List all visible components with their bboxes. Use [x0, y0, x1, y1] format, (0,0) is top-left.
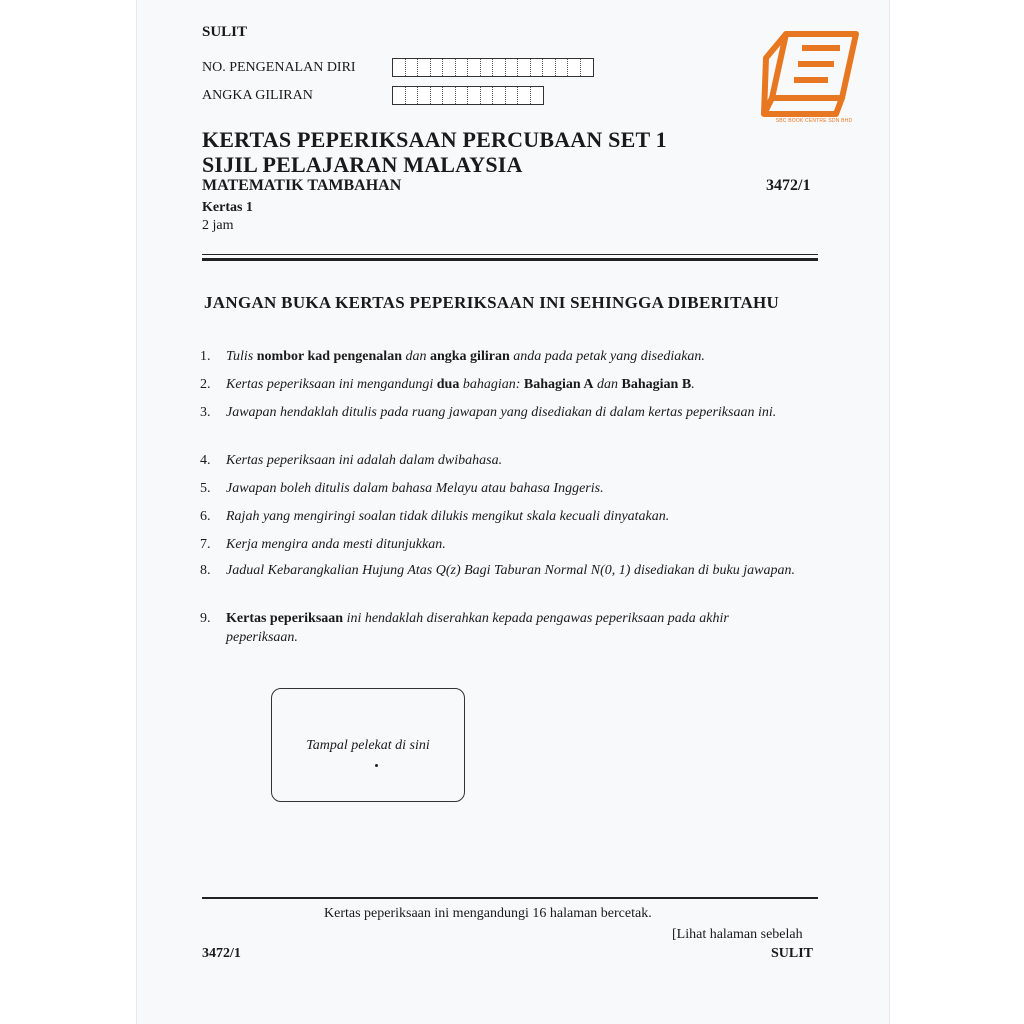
- ic-number-boxes[interactable]: [392, 58, 594, 77]
- instruction-number: 4.: [200, 453, 211, 468]
- header-rule-thick: [202, 258, 818, 261]
- entry-box[interactable]: [493, 59, 506, 76]
- entry-box[interactable]: [393, 87, 406, 104]
- instruction-item: [200, 451, 800, 470]
- instruction-number: 3.: [200, 405, 211, 420]
- entry-box[interactable]: [431, 59, 444, 76]
- entry-box[interactable]: [518, 87, 531, 104]
- instruction-item: [200, 561, 800, 580]
- sticker-text: Tampal pelekat di sini: [306, 738, 430, 753]
- entry-box[interactable]: [418, 59, 431, 76]
- exam-duration: 2 jam: [202, 218, 234, 233]
- sticker-dot: [375, 764, 378, 767]
- book-logo-icon: [756, 28, 866, 122]
- instruction-text: Kertas peperiksaan ini adalah dalam dwibahasa.: [226, 453, 503, 468]
- instruction-text: Jawapan hendaklah ditulis pada ruang jawapan yang disediakan di dalam kertas peperiksaan ini.: [226, 405, 777, 420]
- footer-classification: SULIT: [771, 946, 814, 961]
- instruction-text: Tulis nombor kad pengenalan dan angka giliran anda pada petak yang disediakan.: [226, 349, 705, 364]
- page-count-note: Kertas peperiksaan ini mengandungi 16 halaman bercetak.: [324, 906, 652, 921]
- instruction-number: 7.: [200, 537, 211, 552]
- warning-heading: JANGAN BUKA KERTAS PEPERIKSAAN INI SEHINGGA DIBERITAHU: [204, 293, 780, 312]
- instruction-item: [200, 375, 800, 394]
- entry-box[interactable]: [468, 87, 481, 104]
- logo-caption: SBC BOOK CENTRE SDN BHD: [775, 118, 853, 124]
- subject-name: MATEMATIK TAMBAHAN: [202, 177, 402, 194]
- instruction-number: 1.: [200, 349, 211, 364]
- paper-number: Kertas 1: [202, 200, 253, 215]
- instruction-item: [200, 479, 800, 498]
- entry-box[interactable]: [456, 87, 469, 104]
- instruction-item: [200, 535, 800, 554]
- entry-box[interactable]: [556, 59, 569, 76]
- entry-box[interactable]: [506, 59, 519, 76]
- instruction-number: 2.: [200, 377, 211, 392]
- exam-certificate: SIJIL PELAJARAN MALAYSIA: [202, 152, 523, 177]
- entry-box[interactable]: [456, 59, 469, 76]
- instruction-item: [200, 609, 800, 647]
- entry-box[interactable]: [481, 87, 494, 104]
- instruction-number: 8.: [200, 563, 211, 578]
- entry-box[interactable]: [468, 59, 481, 76]
- roll-number-label: ANGKA GILIRAN: [202, 88, 313, 103]
- entry-box[interactable]: [531, 87, 544, 104]
- entry-box[interactable]: [531, 59, 544, 76]
- instruction-text: Kertas peperiksaan ini hendaklah diserahkan kepada pengawas peperiksaan pada akhir peperiksaan.: [226, 611, 729, 645]
- instruction-number: 6.: [200, 509, 211, 524]
- instruction-text: Kerja mengira anda mesti ditunjukkan.: [226, 537, 446, 552]
- entry-box[interactable]: [568, 59, 581, 76]
- exam-title: KERTAS PEPERIKSAAN PERCUBAAN SET 1: [202, 127, 667, 152]
- instruction-number: 5.: [200, 481, 211, 496]
- entry-box[interactable]: [493, 87, 506, 104]
- footer-rule: [202, 897, 818, 899]
- header-rule-thin: [202, 254, 818, 255]
- sticker-box: [271, 688, 465, 802]
- instruction-item: [200, 347, 800, 366]
- ic-number-label: NO. PENGENALAN DIRI: [202, 60, 356, 75]
- classification-label: SULIT: [202, 24, 248, 40]
- instruction-text: Kertas peperiksaan ini mengandungi dua bahagian: Bahagian A dan Bahagian B.: [226, 377, 695, 392]
- instruction-text: Rajah yang mengiringi soalan tidak dilukis mengikut skala kecuali dinyatakan.: [226, 509, 670, 524]
- entry-box[interactable]: [406, 87, 419, 104]
- instruction-text: Jadual Kebarangkalian Hujung Atas Q(z) Bagi Taburan Normal N(0, 1) disediakan di buku jawapan.: [226, 563, 795, 578]
- instruction-item: [200, 507, 800, 526]
- entry-box[interactable]: [581, 59, 594, 76]
- footer-paper-code: 3472/1: [202, 946, 241, 961]
- entry-box[interactable]: [543, 59, 556, 76]
- instruction-item: [200, 403, 800, 422]
- entry-box[interactable]: [431, 87, 444, 104]
- entry-box[interactable]: [443, 87, 456, 104]
- instruction-number: 9.: [200, 611, 211, 626]
- entry-box[interactable]: [393, 59, 406, 76]
- entry-box[interactable]: [406, 59, 419, 76]
- entry-box[interactable]: [481, 59, 494, 76]
- entry-box[interactable]: [443, 59, 456, 76]
- entry-box[interactable]: [418, 87, 431, 104]
- entry-box[interactable]: [518, 59, 531, 76]
- instruction-text: Jawapan boleh ditulis dalam bahasa Melayu atau bahasa Inggeris.: [226, 481, 604, 496]
- next-page-note: [Lihat halaman sebelah: [672, 927, 803, 942]
- roll-number-boxes[interactable]: [392, 86, 544, 105]
- entry-box[interactable]: [506, 87, 519, 104]
- paper-code: 3472/1: [766, 177, 811, 194]
